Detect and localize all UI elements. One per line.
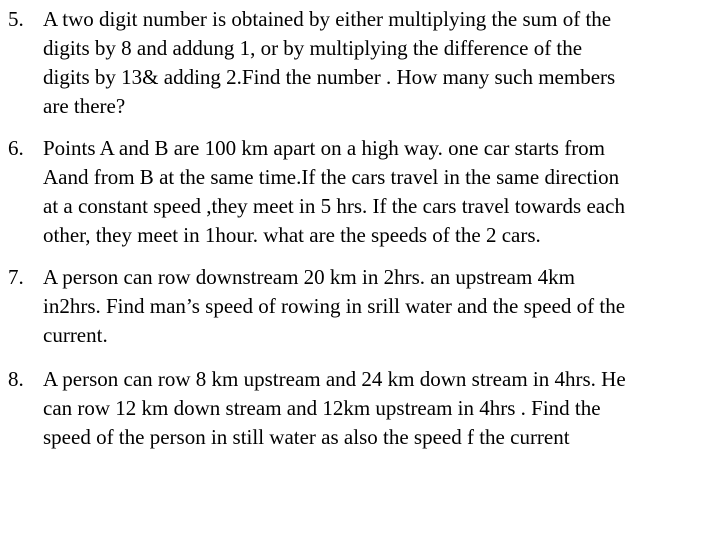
problem-text [43, 5, 718, 121]
problem-line: other, they meet in 1hour. what are the speeds of the 2 cars. [43, 223, 541, 247]
problem-line: digits by 13& adding 2.Find the number . How many such members [43, 65, 616, 89]
problem-text [43, 365, 718, 452]
problem-line: A person can row 8 km upstream and 24 km down stream in 4hrs. He [43, 367, 626, 391]
problem-line: A person can row downstream 20 km in 2hrs. an upstream 4km [43, 265, 575, 289]
problem-line: are there? [43, 94, 126, 118]
problem-line: Points A and B are 100 km apart on a high way. one car starts from [43, 136, 606, 160]
problem-line: speed of the person in still water as also the speed f the current [43, 425, 570, 449]
problem-number: 8. [8, 367, 24, 391]
problem-line: can row 12 km down stream and 12km upstream in 4hrs . Find the [43, 396, 601, 420]
problem-line: at a constant speed ,they meet in 5 hrs. If the cars travel towards each [43, 194, 625, 218]
problem-number: 5. [8, 7, 24, 31]
problem-text [43, 263, 718, 350]
problem-line: Aand from B at the same time.If the cars travel in the same direction [43, 165, 620, 189]
problem-line: A two digit number is obtained by either multiplying the sum of the [43, 7, 612, 31]
problem-text [43, 134, 718, 250]
problem-number: 7. [8, 265, 24, 289]
problem-line: current. [43, 323, 108, 347]
problem-line: in2hrs. Find man’s speed of rowing in srill water and the speed of the [43, 294, 626, 318]
problem-line: digits by 8 and addung 1, or by multiplying the difference of the [43, 36, 583, 60]
problem-number: 6. [8, 136, 24, 160]
